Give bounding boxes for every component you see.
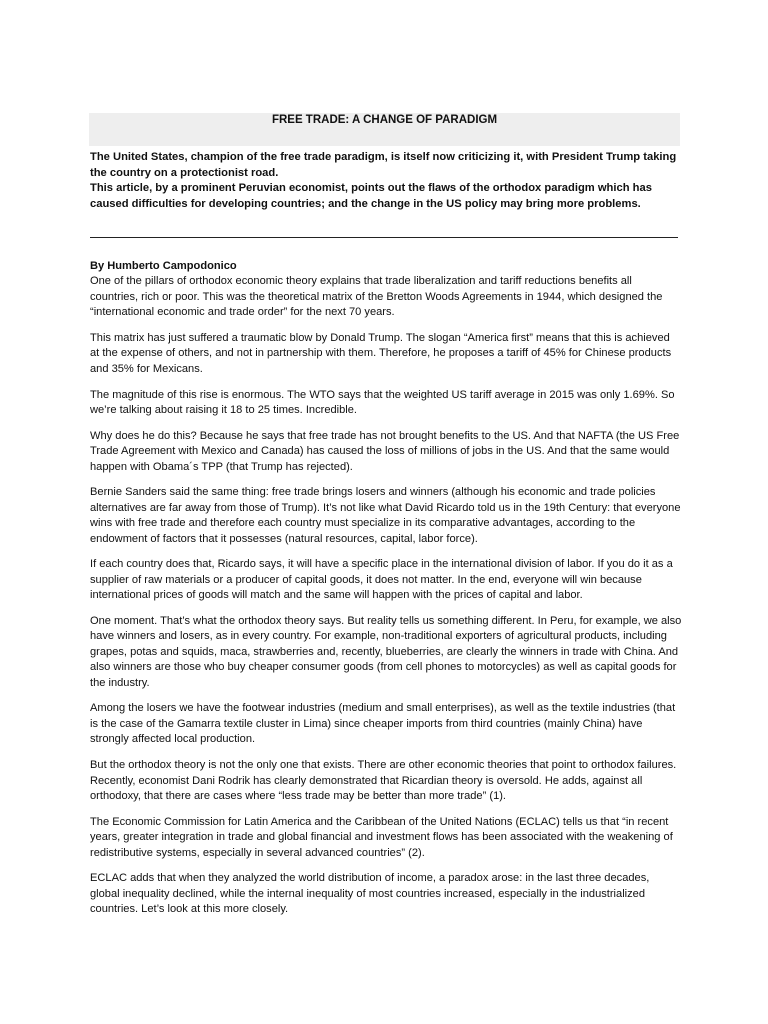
horizontal-divider (90, 237, 678, 238)
article-intro (90, 150, 680, 212)
body-paragraph: The Economic Commission for Latin America and the Caribbean of the United Nations (ECLAC) tells us that “in recent years, greater integration in trade and global financial and investment flows has been associated with the weakening of redistributive systems, especially in several advanced countries” (2). (90, 815, 673, 859)
body-paragraph: Why does he do this? Because he says that free trade has not brought benefits to the US. And that NAFTA (the US Free Trade Agreement with Mexico and Canada) has caused the loss of millions of jobs in the US. And that the same would happen with Obama´s TPP (that Trump has rejected). (90, 429, 680, 473)
body-paragraph: Bernie Sanders said the same thing: free trade brings losers and winners (although his economic and trade policies alternatives are far away from those of Trump). It’s not like what David Ricardo told us in the 19th Century: that everyone wins with free trade and therefore each country must specialize in its comparative advantages, according to the endowment of factors that it possesses (natural resources, capital, labor force). (90, 486, 681, 545)
body-paragraph: One moment. That’s what the orthodox theory says. But reality tells us something different. In Peru, for example, we also have winners and losers, as in every country. For example, non-traditional exporters of agricultural products, including grapes, potas and squids, maca, strawberries and, recently, blueberries, are clearly the winners in trade with China. And also winners are those who buy cheaper consumer goods (from cell phones to motorcycles) as well as capital goods for the industry. (90, 615, 682, 689)
body-paragraph: If each country does that, Ricardo says, it will have a specific place in the international division of labor. If you do it as a supplier of raw materials or a producer of capital goods, it does not matter. In the end, everyone will win because international prices of goods will match and the same will happen with the prices of capital and labor. (90, 558, 673, 602)
body-paragraph: Among the losers we have the footwear industries (medium and small enterprises), as well as the textile industries (that is the case of the Gamarra textile cluster in Lima) since cheaper imports from third countries (mainly China) have strongly affected local production. (90, 702, 676, 746)
body-paragraph: One of the pillars of orthodox economic theory explains that trade liberalization and tariff reductions benefits all countries, rich or poor. This was the theoretical matrix of the Bretton Woods Agreements in 1944, which designed the “international economic and trade order” for the next 70 years. (90, 275, 663, 319)
article-body (90, 259, 682, 928)
article-title: FREE TRADE: A CHANGE OF PARADIGM (271, 114, 498, 126)
byline: By Humberto Campodonico (90, 260, 237, 272)
body-paragraph: This matrix has just suffered a traumatic blow by Donald Trump. The slogan “America first” means that this is achieved at the expense of others, and not in partnership with them. Therefore, he proposes a tariff of 45% for Chinese products and 35% for Mexicans. (90, 332, 672, 375)
intro-paragraph: This article, by a prominent Peruvian economist, points out the flaws of the orthodox paradigm which has caused difficulties for developing countries; and the change in the US policy may bring more problems. (90, 182, 652, 210)
intro-paragraph: The United States, champion of the free trade paradigm, is itself now criticizing it, with President Trump taking the country on a protectionist road. (90, 151, 677, 179)
body-paragraph: The magnitude of this rise is enormous. The WTO says that the weighted US tariff average in 2015 was only 1.69%. So we’re talking about raising it 18 to 25 times. Incredible. (90, 388, 675, 417)
body-paragraph: ECLAC adds that when they analyzed the world distribution of income, a paradox arose: in the last three decades, global inequality declined, while the internal inequality of most countries increased, especially in the industrialized countries. Let’s look at this more closely. (90, 872, 650, 916)
body-paragraph: But the orthodox theory is not the only one that exists. There are other economic theories that point to orthodox failures. Recently, economist Dani Rodrik has clearly demonstrated that Ricardian theory is oversold. He adds, against all orthodoxy, that there are cases where “less trade may be better than more trade” (1). (90, 759, 677, 802)
